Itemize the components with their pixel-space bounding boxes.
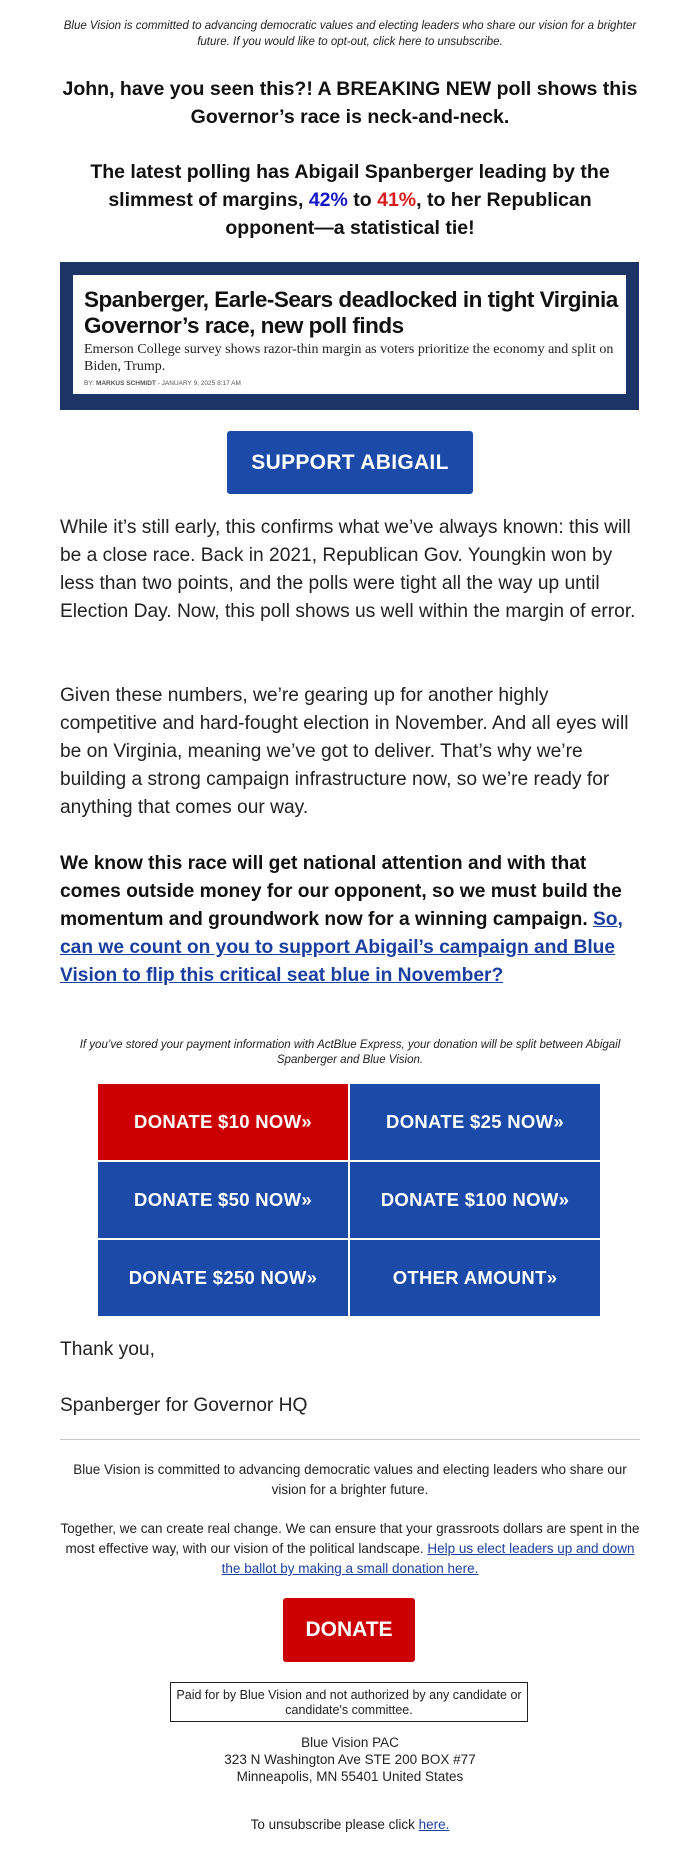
poll-percent-spanberger: 42% xyxy=(308,189,348,211)
support-abigail-button[interactable]: SUPPORT ABIGAIL xyxy=(227,431,473,494)
body-paragraph-2: Given these numbers, we’re gearing up for another highly competitive and hard-fought election in November. And all eyes will be on Virginia, meaning we’ve got to deliver. That’s why we’re building a strong campaign infrastructure now, so we’re ready for anything that comes our way. xyxy=(60,685,629,818)
donate-25-button[interactable]: DONATE $25 NOW» xyxy=(350,1084,600,1160)
other-amount-button[interactable]: OTHER AMOUNT» xyxy=(350,1240,600,1316)
news-card xyxy=(73,275,626,394)
unsubscribe-line xyxy=(60,1816,640,1833)
headline: John, have you seen this?! A BREAKING NEW poll shows this Governor’s race is neck-and-neck. xyxy=(62,78,638,128)
closing-thanks: Thank you, xyxy=(60,1339,155,1360)
body-paragraph-1: While it’s still early, this confirms what we’ve always known: this will be a close race. Back in 2021, Republican Gov. Youngkin won by less than two points, and the polls were tight all the way up until Election Day. Now, this poll shows us well within the margin of error. xyxy=(60,517,636,622)
donate-250-button[interactable]: DONATE $250 NOW» xyxy=(98,1240,348,1316)
address-line-1: 323 N Washington Ave STE 200 BOX #77 xyxy=(224,1752,476,1767)
body-paragraph-3 xyxy=(60,850,640,990)
preheader[interactable] xyxy=(60,18,640,50)
signature: Spanberger for Governor HQ xyxy=(60,1395,308,1416)
address-line-2: Minneapolis, MN 55401 United States xyxy=(236,1769,464,1784)
footer-donate-button[interactable]: DONATE xyxy=(283,1598,415,1662)
byline-prefix: BY: xyxy=(84,380,96,387)
paragraph-3-text: We know this race will get national attention and with that comes outside money for our opponent, so we must build the momentum and groundwork now for a winning campaign. xyxy=(60,853,622,930)
mailing-address xyxy=(60,1734,640,1785)
subhead-text-2: to xyxy=(347,189,378,211)
news-author: MARKUS SCHMIDT xyxy=(95,380,156,387)
footer-together xyxy=(60,1519,640,1579)
unsubscribe-text: To unsubscribe please click xyxy=(250,1817,419,1832)
donate-grid xyxy=(98,1084,602,1314)
news-screenshot[interactable] xyxy=(60,262,639,410)
footer-donate-link[interactable]: Help us elect leaders up and down the ballot by making a small donation here. xyxy=(221,1541,635,1576)
preheader-text: Blue Vision is committed to advancing democratic values and electing leaders who share our vision for a brighter future. If you would like to opt-out, click here to unsubscribe. xyxy=(63,20,637,48)
news-byline xyxy=(84,380,241,387)
footer-mission: Blue Vision is committed to advancing democratic values and electing leaders who share our vision for a brighter future. xyxy=(73,1462,627,1497)
actblue-note: If you’ve stored your payment information with ActBlue Express, your donation will be split between Abigail Spanberger and Blue Vision. xyxy=(79,1039,621,1066)
donate-50-button[interactable]: DONATE $50 NOW» xyxy=(98,1162,348,1238)
news-title: Spanberger, Earle-Sears deadlocked in tight Virginia Governor’s race, new poll finds xyxy=(84,287,618,338)
subheadline xyxy=(70,158,630,242)
footer-divider xyxy=(60,1439,640,1440)
news-date: - JANUARY 9, 2025 8:17 AM xyxy=(155,380,241,387)
donate-10-button[interactable]: DONATE $10 NOW» xyxy=(98,1084,348,1160)
support-link[interactable]: So, can we count on you to support Abigail’s campaign and Blue Vision to flip this critical seat blue in November? xyxy=(60,909,623,986)
poll-percent-opponent: 41% xyxy=(377,189,417,211)
donate-100-button[interactable]: DONATE $100 NOW» xyxy=(350,1162,600,1238)
news-subtitle: Emerson College survey shows razor-thin margin as voters prioritize the economy and split on Biden, Trump. xyxy=(84,342,614,374)
unsubscribe-link[interactable]: here. xyxy=(418,1817,450,1832)
subhead-text-3: , to her Republican opponent—a statistical tie! xyxy=(225,189,592,239)
subhead-text-1: The latest polling has Abigail Spanberger leading by the slimmest of margins, xyxy=(90,161,610,211)
together-text: Together, we can create real change. We can ensure that your grassroots dollars are spent in the most effective way, with our vision of the political landscape. xyxy=(60,1521,640,1556)
org-name: Blue Vision PAC xyxy=(301,1735,399,1750)
paid-for-disclaimer: Paid for by Blue Vision and not authorized by any candidate or candidate's committee. xyxy=(170,1682,528,1722)
